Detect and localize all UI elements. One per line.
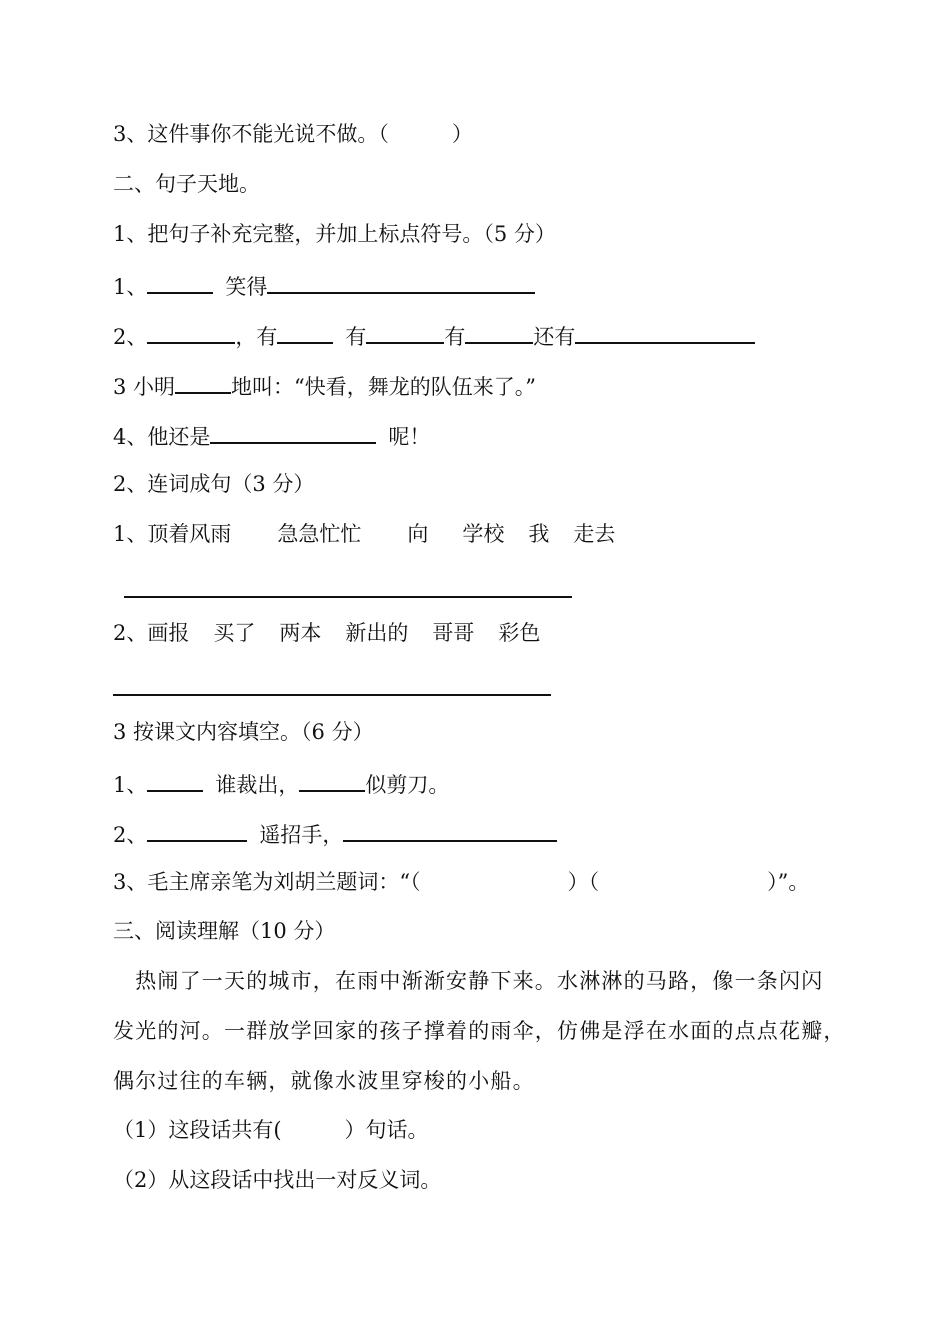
answer-line[interactable] xyxy=(124,596,572,598)
item-text: 地叫：“快看，舞龙的队伍来了。” xyxy=(231,375,537,399)
item-prefix: 2、 xyxy=(113,823,148,847)
blank-field[interactable] xyxy=(366,320,444,344)
word-chip: 向 xyxy=(407,522,429,546)
completion-item-4 xyxy=(113,420,430,451)
word-chip: 买了 xyxy=(213,621,256,645)
completion-item-2 xyxy=(113,320,755,351)
item-prefix: 1、 xyxy=(113,773,148,797)
section-3-title: 三、阅读理解（10 分） xyxy=(113,919,336,943)
blank-field[interactable] xyxy=(575,320,755,344)
answer-line[interactable] xyxy=(113,694,551,696)
blank-field[interactable] xyxy=(147,270,213,294)
blank-field[interactable] xyxy=(147,768,203,792)
item-text: 遥招手， xyxy=(259,823,344,847)
item-prefix: 1、 xyxy=(113,275,148,299)
word-chip: 学校 xyxy=(462,522,505,546)
blank-field[interactable] xyxy=(343,818,557,842)
word-chip: 走去 xyxy=(573,522,616,546)
text-fill-item-2 xyxy=(113,818,557,849)
item-text: 还有 xyxy=(533,325,576,349)
word-chip: 彩色 xyxy=(498,621,541,645)
item-text: 呢！ xyxy=(388,425,431,449)
text-fill-item-3: 3、毛主席亲笔为刘胡兰题词：“（ ）（ ）”。 xyxy=(113,870,810,894)
item-prefix: 4、他还是 xyxy=(113,425,211,449)
item-text: 有 xyxy=(444,325,466,349)
reading-question-2: （2）从这段话中找出一对反义词。 xyxy=(113,1168,442,1192)
word-chip: 新出的 xyxy=(345,621,409,645)
blank-field[interactable] xyxy=(267,270,535,294)
blank-field[interactable] xyxy=(299,768,365,792)
blank-field[interactable] xyxy=(175,370,231,394)
blank-field[interactable] xyxy=(147,818,247,842)
item-text: 谁裁出， xyxy=(215,773,300,797)
item-text: 有 xyxy=(345,325,367,349)
item-prefix: 2、 xyxy=(113,325,148,349)
blank-field[interactable] xyxy=(147,320,235,344)
word-chip: 两本 xyxy=(279,621,322,645)
completion-item-1 xyxy=(113,270,535,301)
question-3-line: 3、这件事你不能光说不做。（ ） xyxy=(113,122,473,146)
item-text: 笑得 xyxy=(225,275,268,299)
completion-item-3 xyxy=(113,370,536,401)
word-chip: 哥哥 xyxy=(432,621,475,645)
word-chip: 1、顶着风雨 xyxy=(113,522,232,546)
word-chip: 2、画报 xyxy=(113,621,190,645)
blank-field[interactable] xyxy=(277,320,333,344)
word-order-item-2 xyxy=(113,619,540,647)
blank-field[interactable] xyxy=(465,320,533,344)
word-chip: 急急忙忙 xyxy=(277,522,362,546)
item-text: ，有 xyxy=(235,325,278,349)
reading-question-1: （1）这段话共有( ）句话。 xyxy=(113,1118,429,1142)
blank-field[interactable] xyxy=(210,420,376,444)
item-prefix: 3 小明 xyxy=(113,375,176,399)
word-chip: 我 xyxy=(528,522,550,546)
section-2-title: 二、句子天地。 xyxy=(113,172,260,196)
word-order-title: 2、连词成句（3 分） xyxy=(113,472,315,496)
passage-line-1: 热闹了一天的城市，在雨中渐渐安静下来。水淋淋的马路，像一条闪闪 xyxy=(113,969,824,993)
sentence-completion-title: 1、把句子补充完整，并加上标点符号。（5 分） xyxy=(113,222,556,246)
item-text: 似剪刀。 xyxy=(365,773,450,797)
text-fill-title: 3 按课文内容填空。（6 分） xyxy=(113,720,374,744)
text-fill-item-1 xyxy=(113,768,449,799)
passage-line-2: 发光的河。一群放学回家的孩子撑着的雨伞，仿佛是浮在水面的点点花瓣， xyxy=(113,1019,846,1043)
passage-line-3: 偶尔过往的车辆，就像水波里穿梭的小船。 xyxy=(113,1069,535,1093)
word-order-item-1 xyxy=(113,520,615,548)
